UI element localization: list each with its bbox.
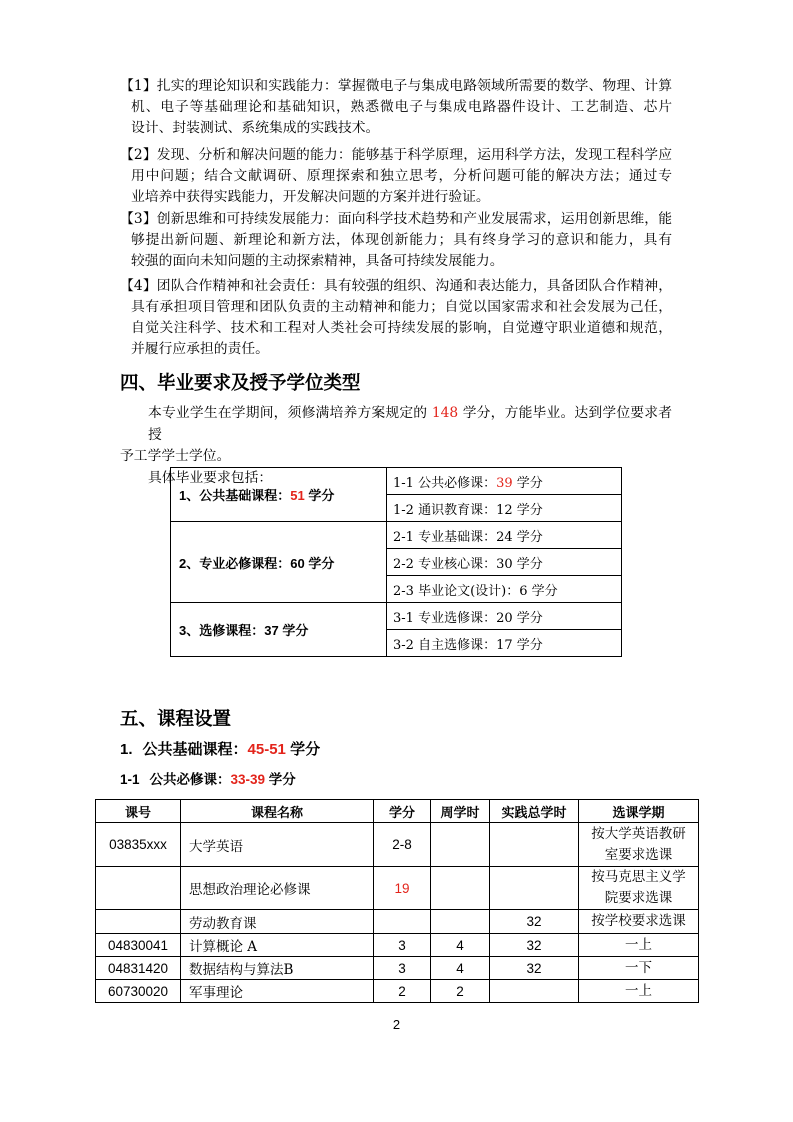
subsection-credits: 45-51 — [247, 741, 286, 758]
item-unit: 学分 — [527, 583, 558, 599]
course-semester-text: 一上 — [624, 982, 652, 999]
requirement-label: 3、选修课程： — [179, 623, 265, 638]
course-semester-text: 一下 — [624, 959, 652, 976]
item-unit: 学分 — [512, 610, 543, 626]
item-label: 1-1 公共必修课： — [393, 475, 497, 491]
requirement-category — [171, 522, 387, 603]
course-practice-hours-cell — [490, 867, 579, 910]
requirements-intro: 具体毕业要求包括： — [148, 469, 273, 486]
requirement-item — [387, 576, 622, 603]
ability-item-1 — [120, 76, 672, 139]
course-code-cell: 04831420 — [96, 957, 181, 980]
item-label: 3-1 专业选修课： — [393, 610, 497, 626]
requirement-credits: 37 — [264, 623, 279, 638]
subsubsection-credits: 33-39 — [230, 772, 266, 787]
requirement-unit: 学分 — [304, 555, 335, 571]
course-credits-cell — [374, 910, 431, 934]
course-name-cell: 数据结构与算法B — [181, 957, 374, 980]
column-header-credits: 学分 — [374, 800, 431, 823]
table-row — [96, 980, 699, 1003]
section-heading-graduation: 四、毕业要求及授予学位类型 — [120, 372, 361, 393]
requirement-category — [171, 603, 387, 657]
item-unit: 学分 — [512, 529, 543, 545]
ability-line: 【3】创新思维和可持续发展能力：面向科学技术趋势和产业发展需求，运用创新思维，能 — [120, 211, 672, 227]
subsection-label: 公共基础课程： — [142, 741, 248, 758]
course-weekly-hours-cell: 4 — [431, 934, 490, 957]
course-semester-cell — [579, 934, 699, 957]
course-semester-cell — [579, 910, 699, 934]
course-code-cell: 60730020 — [96, 980, 181, 1003]
course-practice-hours-cell — [490, 823, 579, 867]
course-semester-text: 按学校要求选课 — [591, 913, 686, 929]
ability-line: 【4】团队合作精神和社会责任：具有较强的组织、沟通和表达能力，具备团队合作精神， — [120, 278, 672, 294]
graduation-requirements-table — [170, 467, 622, 657]
subsubsection-number: 1-1 — [120, 772, 140, 787]
item-credits: 12 — [496, 502, 513, 518]
table-row — [96, 823, 699, 867]
course-weekly-hours-cell: 4 — [431, 957, 490, 980]
course-practice-hours-cell: 32 — [490, 934, 579, 957]
requirement-credits: 51 — [290, 488, 305, 503]
requirement-item — [387, 495, 622, 522]
course-weekly-hours-cell — [431, 867, 490, 910]
requirement-item — [387, 603, 622, 630]
requirement-item — [387, 468, 622, 495]
subsection-unit: 学分 — [285, 741, 321, 758]
subsubsection-label: 公共必修课： — [149, 772, 231, 787]
course-semester-text: 按马克思主义学院要求选课 — [591, 869, 686, 906]
ability-line: 业培养中获得实践能力，开发解决问题的方案并进行验证。 — [131, 189, 490, 205]
total-credits: 148 — [431, 405, 459, 421]
page-number: 2 — [392, 1017, 401, 1032]
table-row — [171, 468, 622, 495]
course-name-cell: 军事理论 — [181, 980, 374, 1003]
course-name-cell: 思想政治理论必修课 — [181, 867, 374, 910]
course-semester-text: 一上 — [624, 936, 652, 953]
item-credits: 20 — [496, 610, 513, 626]
column-header-semester: 选课学期 — [579, 800, 699, 823]
course-semester-cell — [579, 867, 699, 910]
course-name-cell: 劳动教育课 — [181, 910, 374, 934]
requirement-label: 2、专业必修课程： — [179, 555, 291, 571]
course-practice-hours-cell: 32 — [490, 957, 579, 980]
item-label: 1-2 通识教育课： — [393, 502, 497, 518]
requirement-item — [387, 549, 622, 576]
course-table — [95, 799, 699, 1003]
requirement-unit: 学分 — [278, 623, 309, 638]
course-weekly-hours-cell: 2 — [431, 980, 490, 1003]
course-code-cell — [96, 867, 181, 910]
subsection-heading — [120, 740, 320, 760]
table-row — [96, 867, 699, 910]
course-name-cell: 大学英语 — [181, 823, 374, 867]
item-unit: 学分 — [512, 502, 543, 518]
intro-line-1 — [148, 403, 672, 446]
ability-item-4 — [120, 276, 672, 360]
subsubsection-unit: 学分 — [265, 772, 296, 787]
course-practice-hours-cell — [490, 980, 579, 1003]
column-header-name: 课程名称 — [181, 800, 374, 823]
item-credits: 6 — [519, 583, 528, 599]
intro-line-2: 予工学学士学位。 — [120, 448, 231, 464]
requirement-credits: 60 — [290, 555, 305, 571]
course-semester-cell — [579, 980, 699, 1003]
item-credits: 24 — [496, 529, 513, 545]
course-weekly-hours-cell — [431, 910, 490, 934]
ability-line: 较强的面向未知问题的主动探索精神，具备可持续发展能力。 — [131, 253, 504, 269]
table-row — [96, 910, 699, 934]
course-credits-cell: 3 — [374, 957, 431, 980]
course-semester-cell — [579, 957, 699, 980]
subsection-number: 1. — [120, 741, 133, 758]
table-row — [171, 603, 622, 630]
ability-item-2 — [120, 145, 672, 208]
table-row — [96, 957, 699, 980]
course-weekly-hours-cell — [431, 823, 490, 867]
column-header-weekly-hours: 周学时 — [431, 800, 490, 823]
item-label: 2-2 专业核心课： — [393, 556, 497, 572]
item-credits: 17 — [496, 637, 513, 653]
course-code-cell: 03835xxx — [96, 823, 181, 867]
ability-line: 【1】扎实的理论知识和实践能力：掌握微电子与集成电路领域所需要的数学、物理、计算 — [120, 78, 672, 94]
course-credits-cell: 2 — [374, 980, 431, 1003]
ability-item-3 — [120, 209, 672, 272]
column-header-practice-hours: 实践总学时 — [490, 800, 579, 823]
ability-line: 机、电子等基础理论和基础知识，熟悉微电子与集成电路器件设计、工艺制造、芯片 — [131, 99, 672, 115]
table-row — [96, 934, 699, 957]
table-row — [171, 522, 622, 549]
requirement-unit: 学分 — [304, 488, 335, 503]
item-credits: 30 — [496, 556, 513, 572]
requirement-item — [387, 630, 622, 657]
course-credits-cell: 19 — [374, 867, 431, 910]
item-label: 3-2 自主选修课： — [393, 637, 497, 653]
section-heading-curriculum: 五、课程设置 — [120, 708, 232, 729]
course-code-cell: 04830041 — [96, 934, 181, 957]
table-header-row — [96, 800, 699, 823]
course-credits-cell: 3 — [374, 934, 431, 957]
item-label: 2-1 专业基础课： — [393, 529, 497, 545]
ability-line: 【2】发现、分析和解决问题的能力：能够基于科学原理，运用科学方法，发现工程科学应 — [120, 147, 672, 163]
item-unit: 学分 — [512, 475, 543, 491]
ability-line: 自觉关注科学、技术和工程对人类社会可持续发展的影响，自觉遵守职业道德和规范， — [131, 320, 672, 336]
course-credits-cell: 2-8 — [374, 823, 431, 867]
course-semester-cell — [579, 823, 699, 867]
ability-line: 具有承担项目管理和团队负责的主动精神和能力；自觉以国家需求和社会发展为己任， — [131, 299, 672, 315]
requirement-category — [171, 468, 387, 522]
item-unit: 学分 — [512, 556, 543, 572]
requirement-label: 1、公共基础课程： — [179, 488, 291, 503]
course-code-cell — [96, 910, 181, 934]
course-semester-text: 按大学英语教研室要求选课 — [591, 825, 686, 863]
ability-line: 用中问题；结合文献调研、原理探索和独立思考，分析问题可能的解决方法；通过专 — [131, 168, 672, 184]
item-unit: 学分 — [512, 637, 543, 653]
ability-line: 设计、封装测试、系统集成的实践技术。 — [131, 120, 380, 136]
column-header-code: 课号 — [96, 800, 181, 823]
intro-text: 本专业学生在学期间，须修满培养方案规定的 — [148, 405, 432, 421]
course-name-cell: 计算概论 A — [181, 934, 374, 957]
intro-text: 学分，方能毕业。达到学位要求者授 — [148, 405, 673, 443]
subsubsection-heading — [120, 770, 296, 790]
item-label: 2-3 毕业论文(设计)： — [393, 583, 520, 599]
course-practice-hours-cell: 32 — [490, 910, 579, 934]
item-credits: 39 — [496, 475, 513, 491]
ability-line: 并履行应承担的责任。 — [131, 341, 269, 357]
requirement-item — [387, 522, 622, 549]
ability-line: 够提出新问题、新理论和新方法，体现创新能力；具有终身学习的意识和能力，具有 — [131, 232, 672, 248]
